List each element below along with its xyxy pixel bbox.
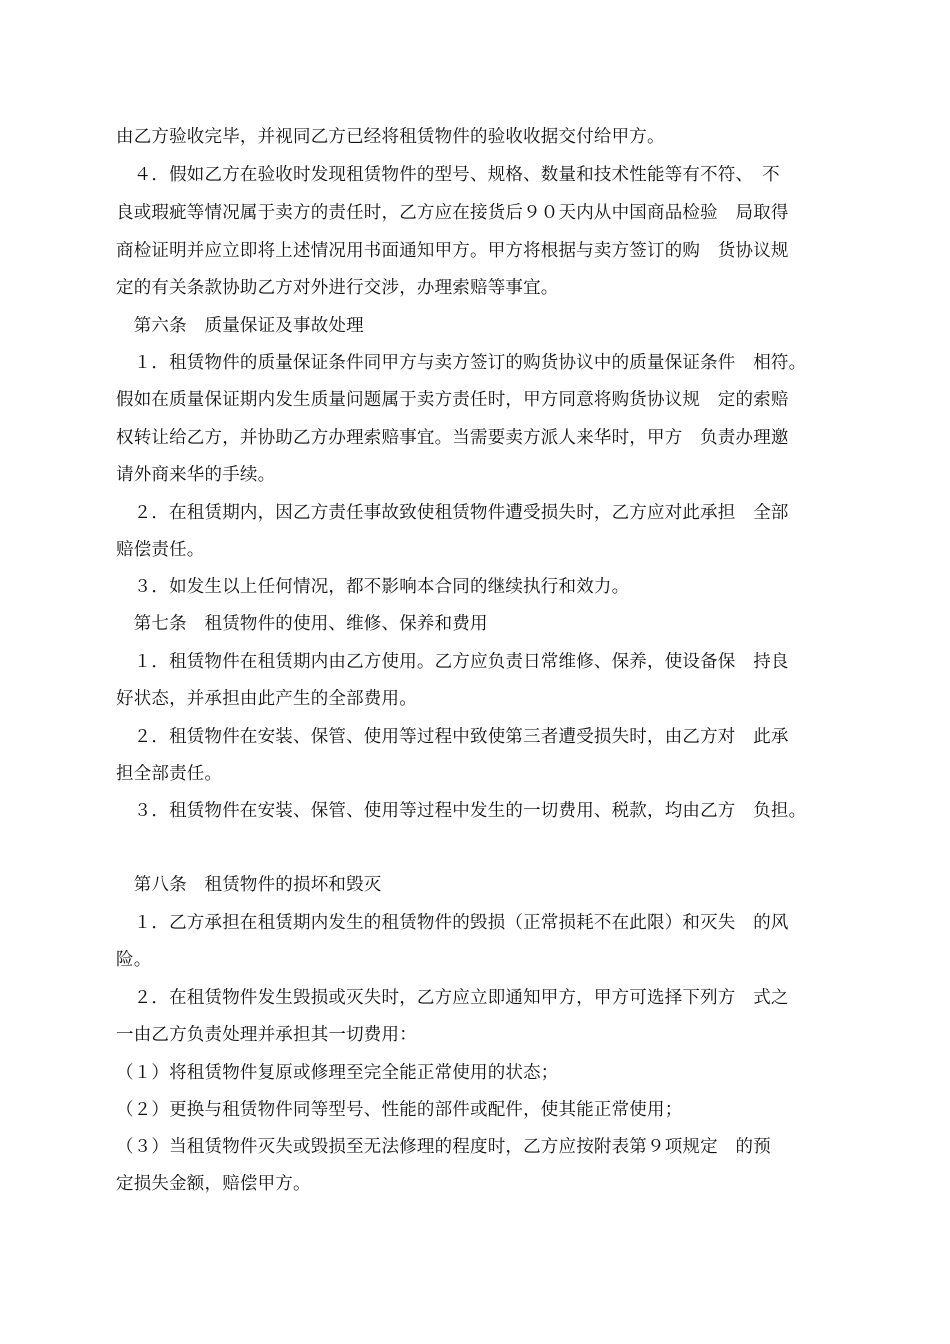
- text-line: １．乙方承担在租赁期内发生的租赁物件的毁损（正常损耗不在此限）和灭失 的风: [116, 913, 789, 933]
- text-line: １．租赁物件在租赁期内由乙方使用。乙方应负责日常维修、保养，使设备保 持良: [116, 652, 789, 672]
- text-line: ４．假如乙方在验收时发现租赁物件的型号、规格、数量和技术性能等有不符、 不: [116, 165, 780, 185]
- list-item: （３）当租赁物件灭失或毁损至无法修理的程度时，乙方应按附表第９项规定 的预: [116, 1137, 771, 1157]
- text-line: １．租赁物件的质量保证条件同甲方与卖方签订的购货协议中的质量保证条件 相符。: [116, 353, 807, 373]
- text-line: 好状态，并承担由此产生的全部费用。: [116, 689, 417, 709]
- section-heading: 第七条 租赁物件的使用、维修、保养和费用: [116, 614, 488, 634]
- text-line: 定损失金额，赔偿甲方。: [116, 1174, 311, 1194]
- text-line: ２．在租赁物件发生毁损或灭失时，乙方应立即通知甲方，甲方可选择下列方 式之: [116, 988, 789, 1008]
- list-item: （２）更换与租赁物件同等型号、性能的部件或配件，使其能正常使用；: [116, 1100, 683, 1120]
- text-line: 赔偿责任。: [116, 540, 205, 560]
- text-line: ２．在租赁期内，因乙方责任事故致使租赁物件遭受损失时，乙方应对此承担 全部: [116, 503, 789, 523]
- text-line: 权转让给乙方，并协助乙方办理索赔事宜。当需要卖方派人来华时，甲方 负责办理邀: [116, 428, 789, 448]
- text-line: 由乙方验收完毕，并视同乙方已经将租赁物件的验收收据交付给甲方。: [116, 127, 665, 147]
- text-line: 良或瑕疵等情况属于卖方的责任时，乙方应在接货后９０天内从中国商品检验 局取得: [116, 203, 789, 223]
- text-line: 定的有关条款协助乙方对外进行交涉，办理索赔等事宜。: [116, 278, 559, 298]
- section-heading: 第八条 租赁物件的损坏和毁灭: [116, 875, 382, 895]
- list-item: （１）将租赁物件复原或修理至完全能正常使用的状态；: [116, 1063, 559, 1083]
- text-line: 假如在质量保证期内发生质量问题属于卖方责任时，甲方同意将购货协议规 定的索赔: [116, 390, 789, 410]
- text-line: 商检证明并应立即将上述情况用书面通知甲方。甲方将根据与卖方签订的购 货协议规: [116, 241, 789, 261]
- text-line: ２．租赁物件在安装、保管、使用等过程中致使第三者遭受损失时，由乙方对 此承: [116, 727, 789, 747]
- section-heading: 第六条 质量保证及事故处理: [116, 316, 364, 336]
- text-line: 请外商来华的手续。: [116, 465, 276, 485]
- text-line: 担全部责任。: [116, 764, 223, 784]
- text-line: 一由乙方负责处理并承担其一切费用：: [116, 1025, 417, 1045]
- text-line: ３．如发生以上任何情况，都不影响本合同的继续执行和效力。: [116, 577, 630, 597]
- text-line: ３．租赁物件在安装、保管、使用等过程中发生的一切费用、税款，均由乙方 负担。: [116, 801, 807, 821]
- text-line: 险。: [116, 950, 152, 970]
